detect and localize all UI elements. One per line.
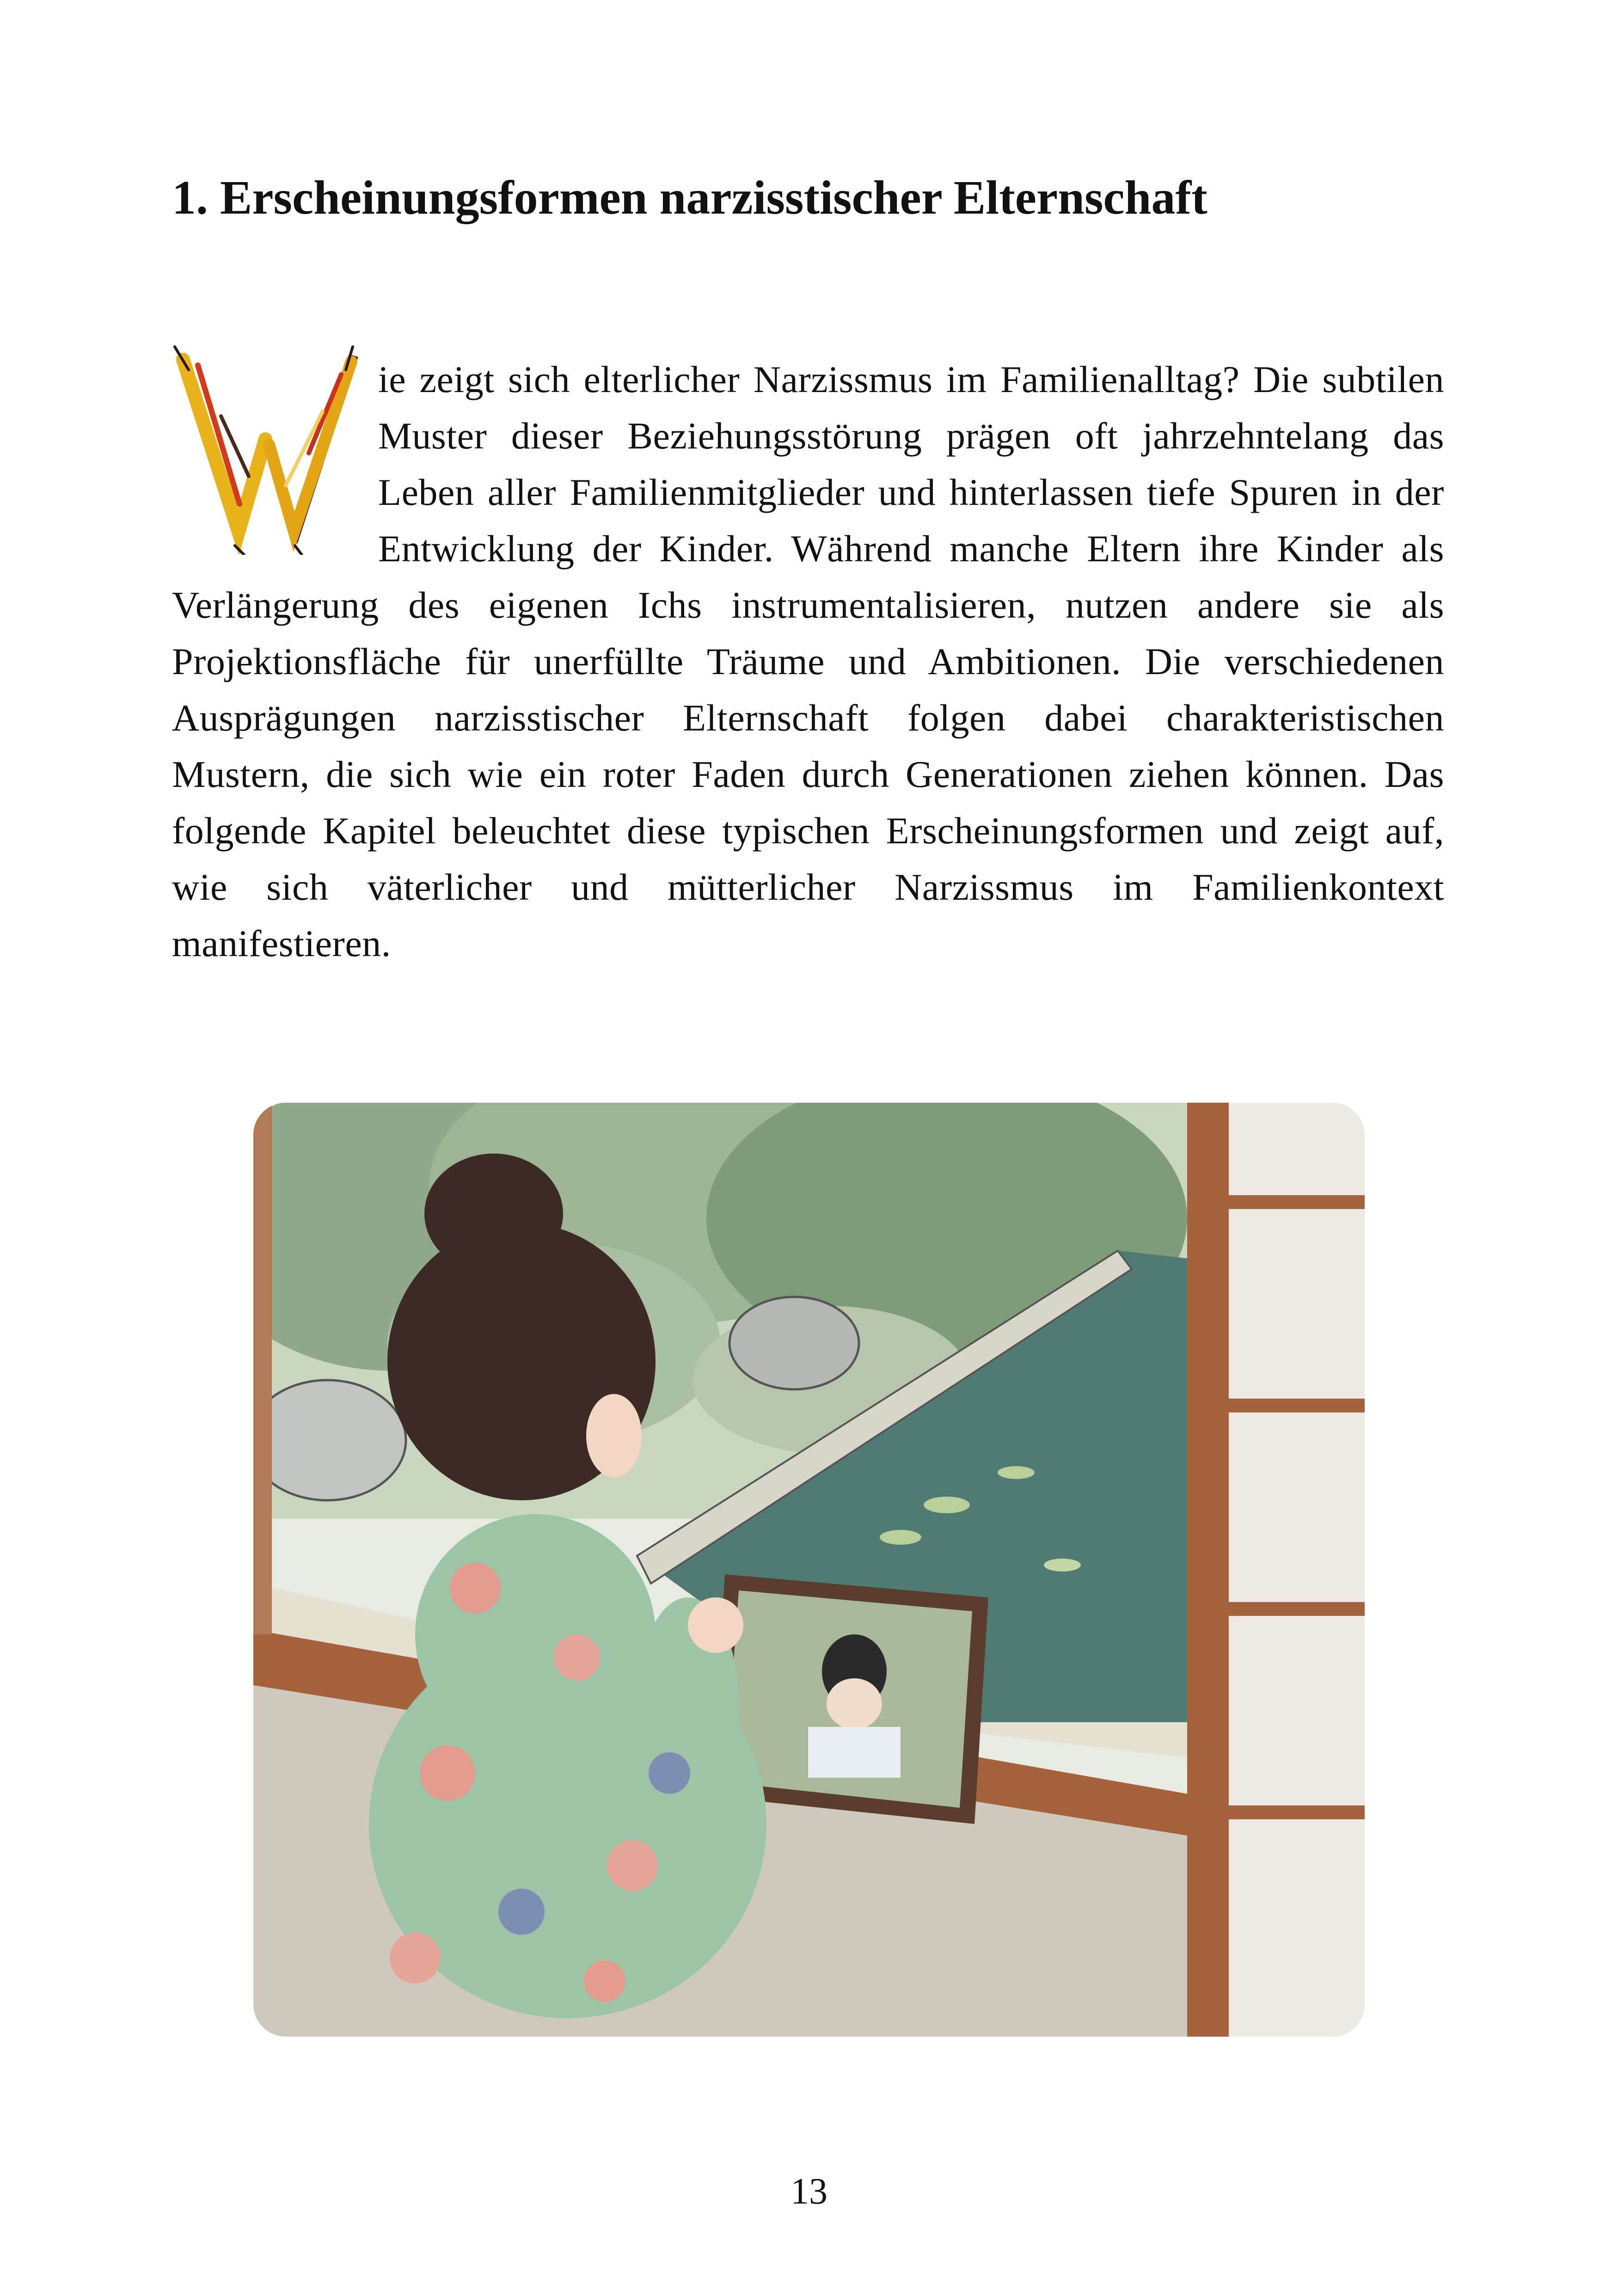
illustration-child-with-tablet [253, 1103, 1365, 2037]
chapter-title: 1. Erscheinungsformen narzisstischer Elternschaft [172, 171, 1207, 224]
decorative-drop-cap-w [170, 338, 364, 555]
intro-paragraph [172, 351, 1444, 972]
paragraph-text: ie zeigt sich elterlicher Narzissmus im Familienalltag? Die subtilen Muster dieser Beziehungsstörung prägen oft jahrzehntelang das Leben aller Familienmitglieder und hinterlassen tiefe Spuren in der Entwicklung der Kinder. Während manche Eltern ihre Kinder als Verlängerung des eigenen Ichs instrumentalisieren, nutzen andere sie als Projektionsfläche für unerfüllte Träume und Ambitionen. Die verschiedenen Ausprägungen narzisstischer Elternschaft folgen dabei charakteristischen Mustern, die sich wie ein roter Faden durch Generationen ziehen können. Das folgende Kapitel beleuchtet diese typischen Erscheinungsformen und zeigt auf, wie sich väterlicher und mütterlicher Narzissmus im Familienkontext manifestieren. [172, 358, 1444, 964]
page-number: 13 [791, 2171, 827, 2212]
